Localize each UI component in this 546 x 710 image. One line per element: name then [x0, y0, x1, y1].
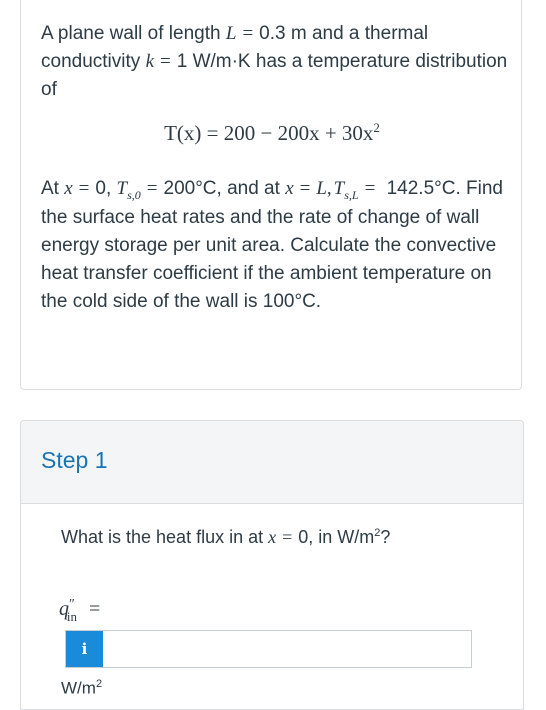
equals-sign: =: [160, 51, 171, 72]
eq-arg: (x): [176, 121, 202, 145]
equals-sign: =: [88, 598, 101, 620]
equals-sign: =: [78, 178, 90, 199]
subscript-s0: s,0: [127, 188, 141, 202]
answer-field: [65, 630, 472, 668]
eq-lin-coef: 200: [277, 121, 310, 145]
question-text: A plane wall of length: [41, 23, 221, 44]
unit-text: W/m: [61, 678, 96, 698]
temperature-equation: [21, 120, 523, 146]
question-paragraph-1: [41, 20, 511, 104]
step-header: [21, 421, 523, 504]
question-card: [20, 0, 522, 390]
equals-sign: =: [206, 121, 219, 145]
unit-label: [61, 678, 102, 699]
unit-exponent: 2: [95, 678, 103, 690]
var-L: L: [225, 23, 237, 44]
eq-x: x: [309, 121, 320, 145]
subscript-sL: s,L: [344, 188, 359, 202]
step-question-text: What is the heat flux in at: [61, 527, 264, 547]
eq-plus: +: [324, 121, 337, 145]
question-text: At: [41, 178, 59, 199]
question-text: 200°C, and at: [163, 178, 280, 199]
var-T: T: [333, 178, 345, 199]
answer-label: [59, 597, 101, 624]
eq-T: T: [164, 121, 177, 145]
step-question-text: 0, in W/m: [298, 527, 375, 547]
eq-exponent: 2: [373, 120, 380, 135]
question-mark: ?: [380, 527, 391, 547]
eq-x: x: [362, 121, 374, 145]
question-text: 142.5°C. Find the surface heat rates and the rate of change of wall energy storage per unit area. Calculate the convective heat transfer coefficient if the ambient temperature on the cold side of the wall is 100°C.: [41, 178, 503, 312]
question-text: 0,: [95, 178, 112, 199]
question-text: 0.3 m and a thermal conductivity: [41, 23, 429, 72]
var-T: T: [116, 178, 128, 199]
step-title: Step 1: [41, 447, 108, 473]
var-x: x: [285, 178, 294, 199]
question-paragraph-2: [41, 175, 511, 316]
answer-input[interactable]: [103, 631, 471, 667]
var-x: x: [64, 178, 73, 199]
info-icon[interactable]: i: [66, 631, 103, 667]
var-x: x: [268, 527, 277, 547]
equals-sign: =: [282, 527, 293, 547]
eq-const: 200: [223, 121, 256, 145]
eq-quad-coef: 30: [341, 121, 363, 145]
equals-sign: =: [299, 178, 311, 199]
equals-sign: =: [242, 23, 254, 44]
equals-sign: =: [146, 178, 158, 199]
exponent: 2: [374, 527, 381, 539]
var-L: L: [316, 178, 327, 199]
step-question: [61, 527, 390, 548]
flux-subscript: in: [66, 609, 77, 624]
equals-sign: =: [364, 178, 376, 199]
comma: ,: [326, 178, 332, 199]
flux-symbol: q: [59, 598, 69, 620]
double-prime: ″: [69, 597, 75, 612]
step-card: [20, 420, 524, 710]
var-k: k: [145, 51, 154, 72]
question-text: 1 W/m·K has a temperature distribution of: [41, 51, 508, 100]
eq-minus: −: [260, 121, 273, 145]
